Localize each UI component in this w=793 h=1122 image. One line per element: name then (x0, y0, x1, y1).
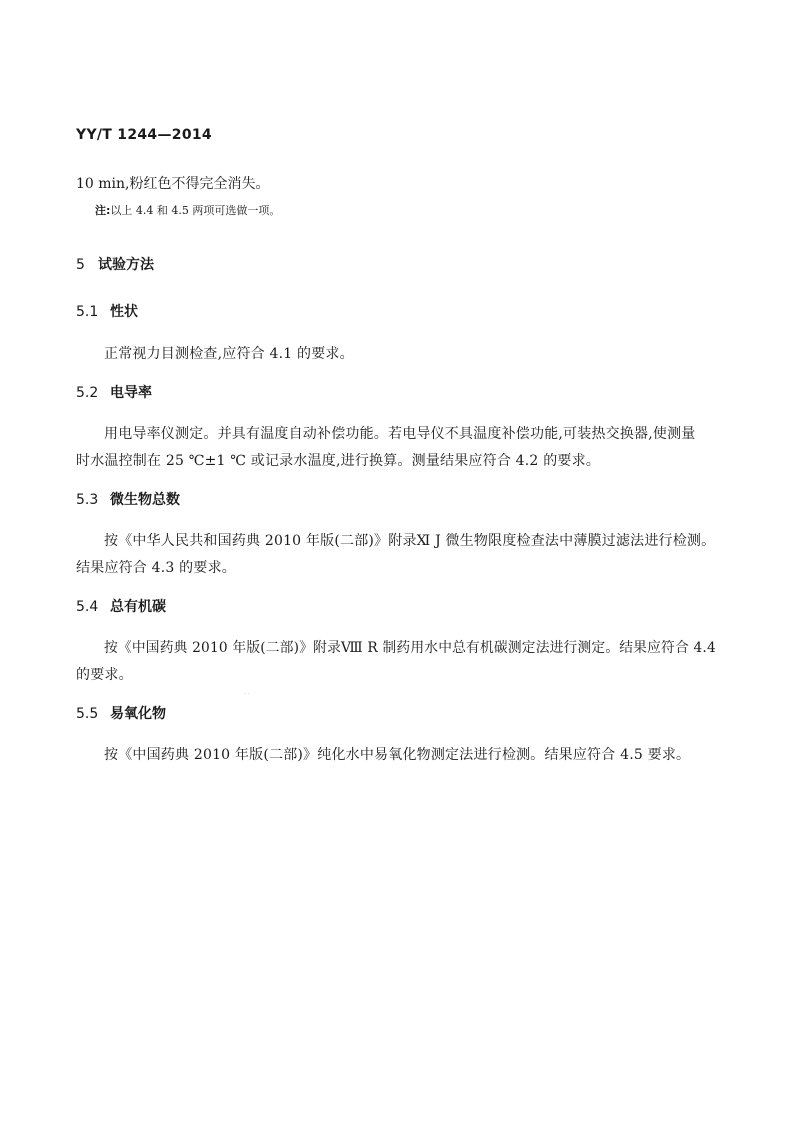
section-heading-5-1 (76, 302, 138, 322)
section-title: 总有机碳 (110, 599, 166, 615)
section-5-3-line-1: 按《中华人民共和国药典 2010 年版(二部)》附录Ⅺ J 微生物限度检查法中薄膜过滤法进行检测。 (104, 533, 716, 549)
note (95, 203, 280, 219)
section-5-1-line-1: 正常视力目测检查,应符合 4.1 的要求。 (104, 346, 354, 362)
section-5-2-line-2: 时水温控制在 25 ℃±1 ℃ 或记录水温度,进行换算。测量结果应符合 4.2 的要求。 (76, 453, 600, 469)
section-number: 5.4 (76, 599, 99, 615)
section-5-5-line-1: 按《中国药典 2010 年版(二部)》纯化水中易氧化物测定法进行检测。结果应符合 4.5 要求。 (104, 747, 691, 763)
section-number: 5.3 (76, 492, 99, 508)
continuation-text: 10 min,粉红色不得完全消失。 (76, 176, 270, 192)
scan-speck: · · (244, 691, 250, 698)
section-title: 性状 (110, 304, 138, 320)
section-5-4-line-1: 按《中国药典 2010 年版(二部)》附录Ⅷ R 制药用水中总有机碳测定法进行测定。结果应符合 4.4 (104, 640, 716, 656)
section-heading-5-4 (76, 597, 166, 617)
section-number: 5.5 (76, 706, 99, 722)
section-5-4-line-2: 的要求。 (76, 667, 133, 683)
section-number: 5.1 (76, 304, 99, 320)
section-title: 微生物总数 (110, 492, 180, 508)
section-title: 电导率 (110, 385, 152, 401)
section-5-2-line-1: 用电导率仪测定。并具有温度自动补偿功能。若电导仪不具温度补偿功能,可装热交换器,使测量 (104, 426, 696, 442)
note-label: 注: (95, 204, 111, 217)
chapter-title: 试验方法 (98, 257, 154, 273)
note-text: 以上 4.4 和 4.5 两项可选做一项。 (110, 204, 281, 217)
standard-code-header: YY/T 1244—2014 (76, 127, 212, 143)
chapter-heading (76, 255, 154, 275)
section-heading-5-2 (76, 383, 152, 403)
chapter-number: 5 (76, 257, 85, 273)
section-title: 易氧化物 (110, 706, 166, 722)
section-number: 5.2 (76, 385, 99, 401)
section-heading-5-5 (76, 704, 166, 724)
section-heading-5-3 (76, 490, 180, 510)
section-5-3-line-2: 结果应符合 4.3 的要求。 (76, 560, 236, 576)
